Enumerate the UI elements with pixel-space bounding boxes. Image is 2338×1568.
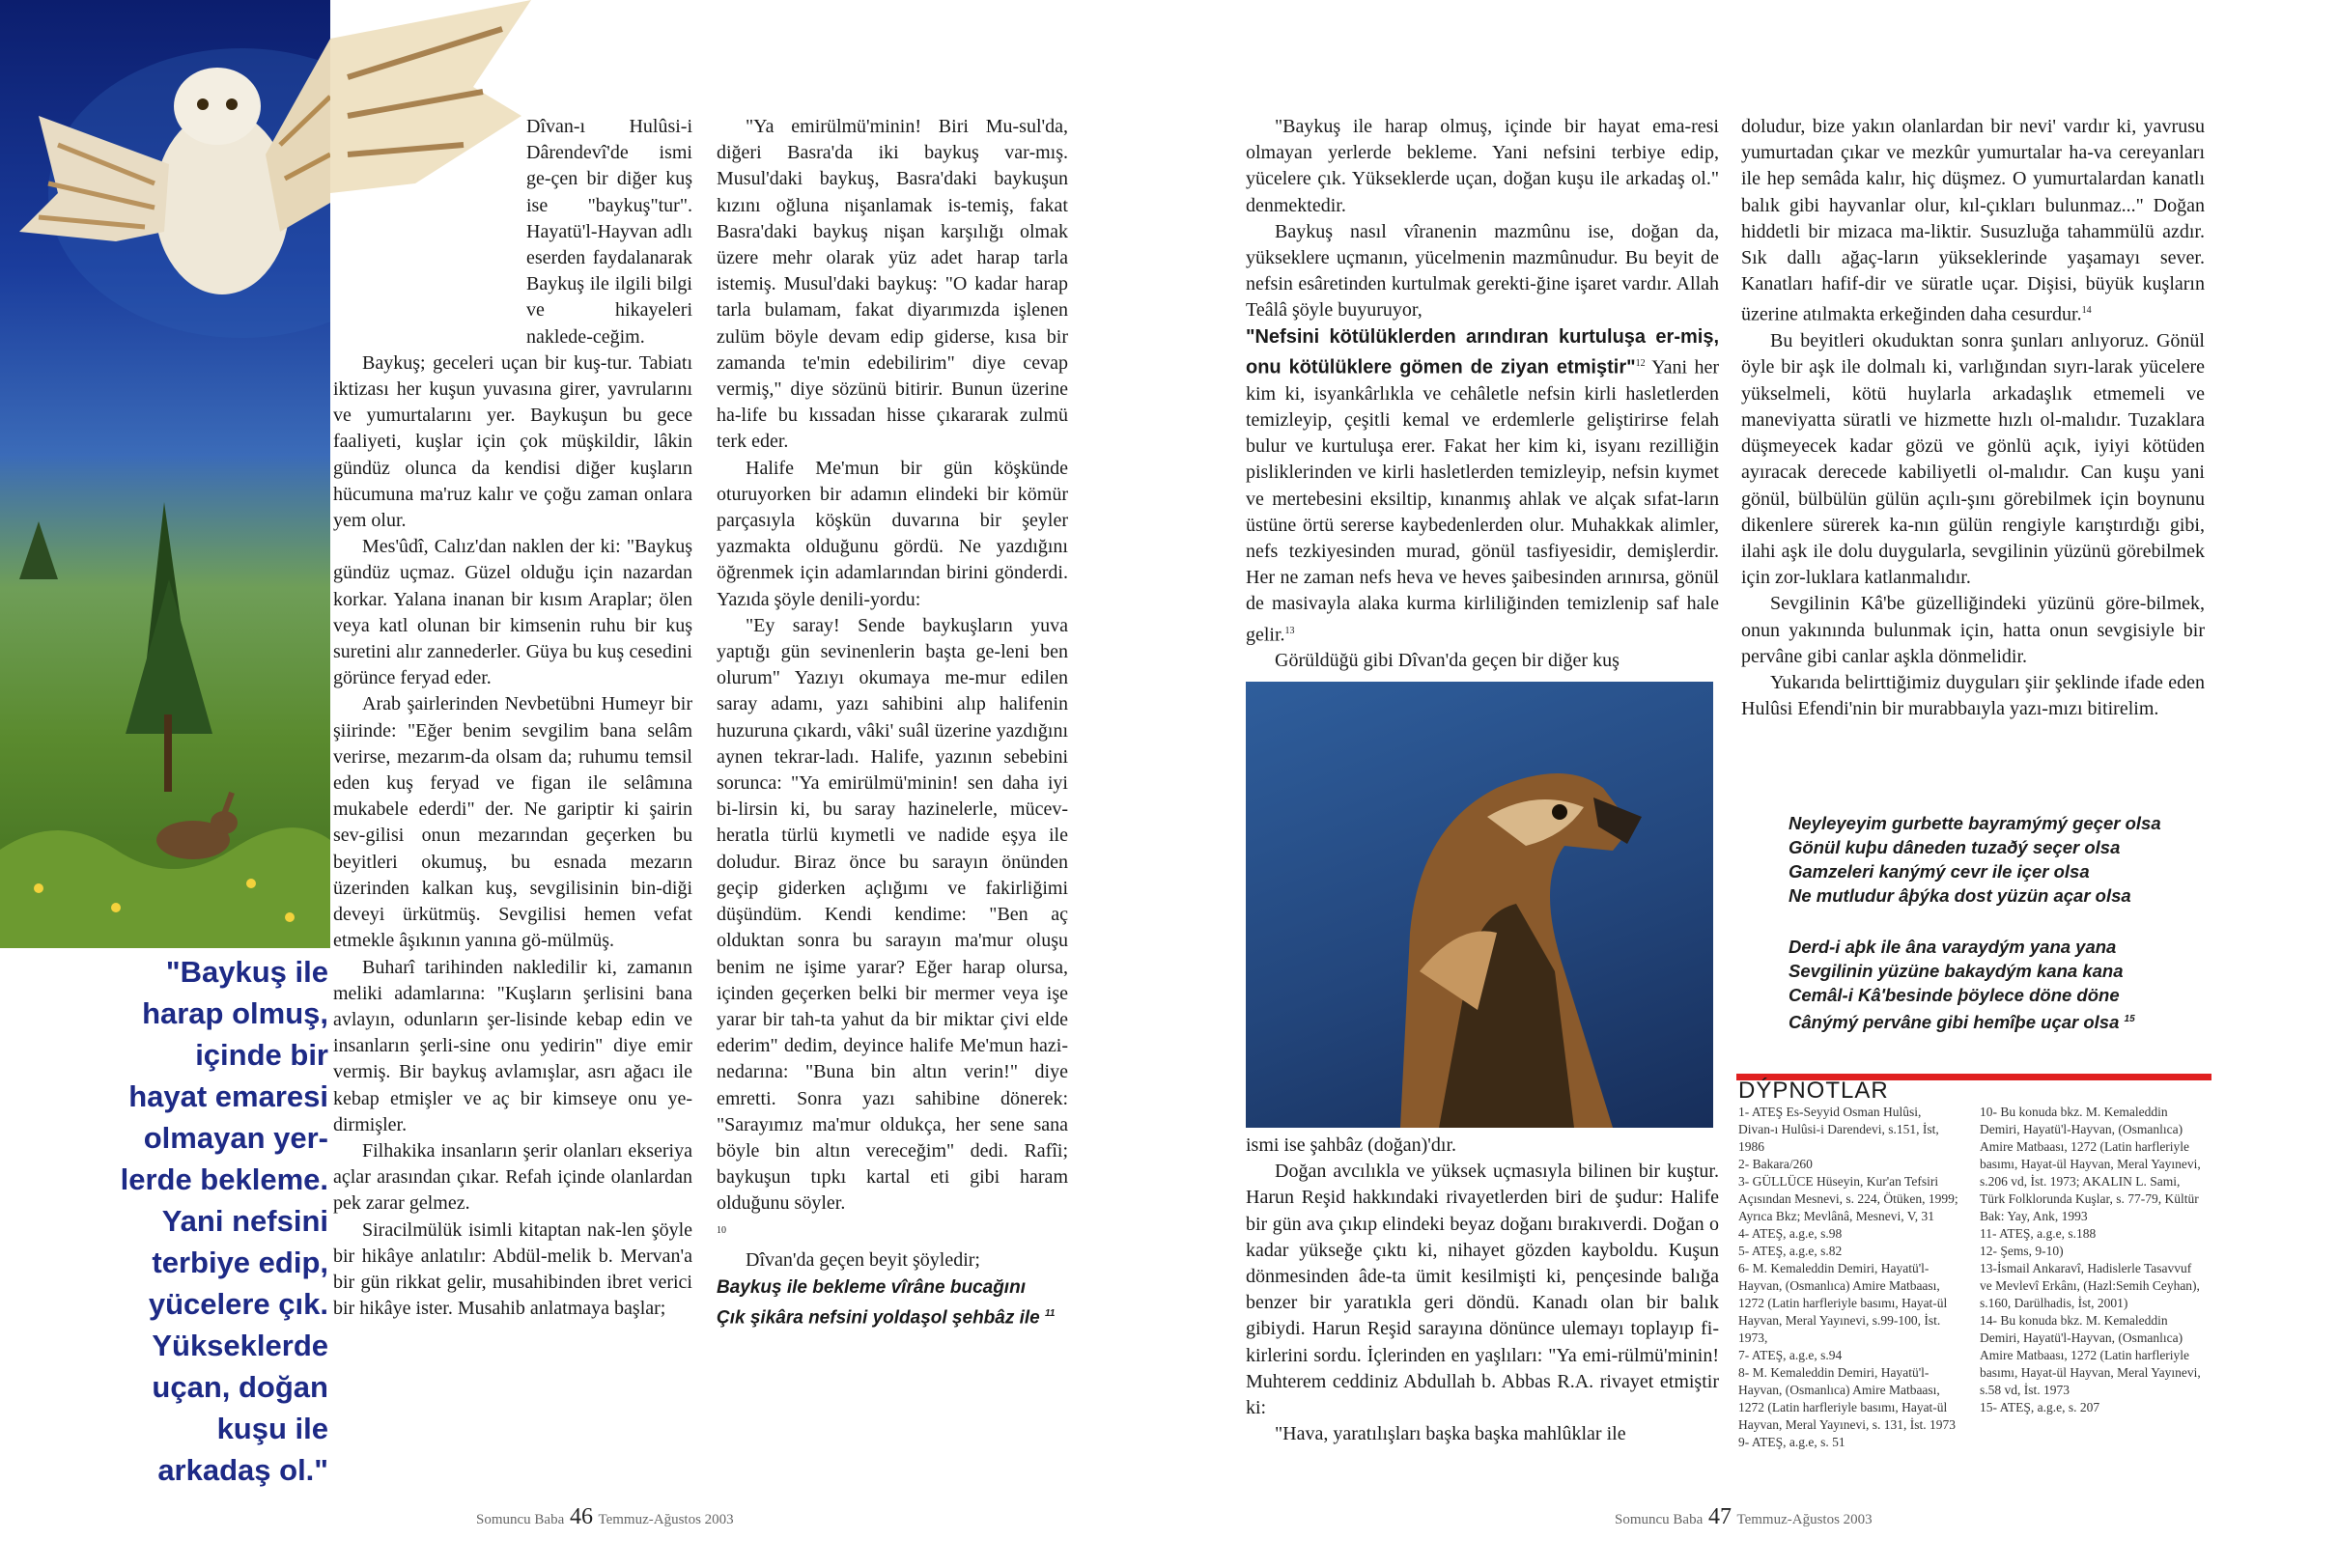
poem-line: Derd-i aþk ile âna varaydým yana yana	[1789, 937, 2117, 957]
page-number: 46	[570, 1504, 593, 1529]
issue-date: Temmuz-Ağustos 2003	[1736, 1512, 1873, 1527]
paragraph: doludur, bize yakın olanlardan bir nevi' vardır ki, yavrusu yumurtadan çıkar ve mezkûr yumurtalar ha-va cereyanları ile hep semâda kalır, hiç düşmez. O yumurtalardan kanatlı balık gibi hayvanlar olur, kıl-çıkları bulunmaz..." Doğan hiddetli bir mizaca ma-liktir. Susuzluğa tahammülü azdır. Sık dallı ağaç-ların yükseklerinde yaşamayı sever. Kanatları hafif-dir ve süratle uçar. Dişisi, büyük kuşların üzerine atılmakta erkeğinden daha cesurdur.$^{14}$	[1741, 116, 2205, 326]
paragraph: Halife Me'mun bir gün köşkünde oturuyorken bir adamın elindeki bir kömür parçasıyla köşkün duvarına bir şeyler yazmakta olduğunu gördü. Ne yazdığını öğrenmek için adamlarından birini gönderdi. Yazıda şöyle denili-yordu:	[717, 457, 1068, 610]
paragraph: "Nefsini kötülüklerden arındıran kurtuluşa er-miş, onu kötülüklere gömen de ziyan etmiştir"$^{12}$ Yani her kim ki, isyankârlıkla ve cehâletle nefsin kirli hasletlerden temizleyip, çeşitli kemal ve erdemlerle geliştirirse felah bulur ve kurtuluşa erer. Fakat her kim ki, isyanı rezilliğin pisliklerinden ve kirli hasletlerden temizleyip, nefsin kıymet ve mertebesini eksiltip, kınanmış ahlak ve alçak sıfat-ların üstüne örtü sererse kaybedenlerden olur. Muhakkak alimler, nefs tezkiyesinden murad, gönül tasfiyesidir, demişlerdir. Her ne zaman nefs heva ve heves şaibesinden arınırsa, gönül de masivayla alaka kurma kirliliğinden temizlenip saf hale gelir.$^{13}$	[1246, 325, 1720, 646]
paragraph: Dîvan-ı Hulûsi-i Dârendevî'de ismi ge-çen bir diğer kuş ise "baykuş"tur". Hayatü'l-Hayvan adlı eserden faydalanarak Baykuş ile ilgili bilgi ve hikayeleri naklede-ceğim.	[526, 116, 692, 348]
footnote: 2- Bakara/260	[1738, 1157, 1813, 1171]
footnote: 1- ATEŞ Es-Seyyid Osman Hulûsi, Divan-ı Hulûsi-i Darendevi, s.151, İst, 1986	[1738, 1105, 1939, 1154]
footnote: 10- Bu konuda bkz. M. Kemaleddin Demiri, Hayatü'l-Hayvan, (Osmanlıca) Amire Matbaası, 1272 (Latin harfleriyle basımı, Hayat-ül Hayvan, Meral Yayınevi, s.206 vd, İst. 1973; AKALIN L. Sami, Türk Folklorunda Kuşlar, s. 77-79, Kültür Bak: Yay, Ank, 1993	[1980, 1105, 2201, 1223]
footnote: 15- ATEŞ, a.g.e, s. 207	[1980, 1400, 2100, 1414]
issue-date: Temmuz-Ağustos 2003	[598, 1512, 734, 1527]
paragraph: Baykuş nasıl vîranenin mazmûnu ise, doğan da, yükseklere uçmanın, yücelmenin mazmûnudur. Bu beyit de nefsin esâretinden kurtulmak gerekti-ğine işaret vardır. Allah Teâlâ şöyle buyuruyor,	[1246, 220, 1719, 322]
magazine-name: Somuncu Baba	[1615, 1512, 1704, 1527]
paragraph: Yukarıda belirttiğimiz duyguları şiir şeklinde ifade eden Hulûsi Efendi'nin bir murabbaıyla yazı-mızı bitirelim.	[1741, 671, 2205, 720]
page-number: 47	[1708, 1504, 1732, 1529]
right-column-2	[1741, 114, 2205, 722]
poem-stanza-2	[1789, 935, 2135, 1034]
paragraph: Bu beyitleri okuduktan sonra şunları anlıyoruz. Gönül öyle bir aşk ile dolmalı ki, varlığından sıyrı-larak yücelere yükselmeli, kötü huylarla arkadaşlık etmemeli ve maneviyatta süratli ve hizmette hızlı ol-malıdır. Tuzaklara düşmeyecek kadar gözü ve gönlü açık, iyiyi kötüden ayıracak derecede kabiliyetli ol-malıdır. Can kuşu yani gönül, bülbülün gülün açılı-şını görebilmek için boynunu dikenlere sürerek ka-nın gülün rengiyle karıştırdığı gibi, ilahi aşk ile dolu duygularla, sevgilinin yüzünü görebilmek için zor-luklara katlanmalıdır.	[1741, 330, 2205, 589]
footnote: 4- ATEŞ, a.g.e, s.98	[1738, 1226, 1843, 1241]
verse-line: Çık şikâra nefsini yoldaşol şehbâz ile $^{11}$	[717, 1307, 1056, 1329]
quran-quote: "Nefsini kötülüklerden arındıran kurtuluşa er-miş, onu kötülüklere gömen de ziyan etmiştir"	[1246, 325, 1719, 378]
right-column-1	[1246, 114, 1719, 675]
footnote: 8- M. Kemaleddin Demiri, Hayatü'l-Hayvan, (Osmanlıca) Amire Matbaası, 1272 (Latin harfleriyle basımı, Hayat-ül Hayvan, Meral Yayınevi, s. 131, İst. 1973	[1738, 1365, 1956, 1432]
paragraph: "Ya emirülmü'minin! Biri Mu-sul'da, diğeri Basra'da iki baykuş var-mış. Musul'daki baykuş, Basra'daki baykuşun kızını oğluna nişanlamak is-temiş, fakat Basra'daki baykuş nişan karşılığı olmak üzere mehr olarak yüz adet harap tarla istemiş. Musul'daki baykuş: "O kadar harap tarla bulamam, fakat diyarımızda işlenen zulüm böyle devam edip giderse, kısa bir zamanda te'min edebilirim" diye cevap vermiş," diye sözünü bitirir. Bunun üzerine ha-life bu kıssadan hisse çıkararak zulmü terk eder.	[717, 116, 1068, 453]
footnote: 14- Bu konuda bkz. M. Kemaleddin Demiri, Hayatü'l-Hayvan, (Osmanlıca) Amire Matbaası, 1272 (Latin harfleriyle basımı, Hayat-ül Hayvan, Meral Yayınevi, s.58 vd, İst. 1973	[1980, 1313, 2201, 1397]
verse-line: Baykuş ile bekleme vîrâne bucağını	[717, 1276, 1026, 1298]
paragraph: "Baykuş ile harap olmuş, içinde bir hayat ema-resi olmayan yerlerde bekleme. Yani nefsini terbiye edip, yücelere çık. Yükseklerde uçan, doğan kuşu ile arkadaş ol." denmektedir.	[1246, 116, 1719, 216]
poem-line: Gamzeleri kanýmý cevr ile içer olsa	[1789, 861, 2090, 882]
paragraph: Sevgilinin Kâ'be güzelliğindeki yüzünü göre-bilmek, onun yakınında bulunmak için, hatta onun sevgisiyle bir pervâne gibi canlar aşkla dönmelidir.	[1741, 593, 2205, 667]
right-column-1-continued	[1246, 1133, 1719, 1447]
footnote: 7- ATEŞ, a.g.e, s.94	[1738, 1348, 1843, 1362]
footnotes-title: DÝPNOTLAR	[1738, 1078, 1889, 1104]
footer-left	[476, 1504, 734, 1530]
footnote-ref: 10	[717, 1224, 726, 1236]
magazine-name: Somuncu Baba	[476, 1512, 565, 1527]
paragraph: Arab şairlerinden Nevbetübni Humeyr bir şiirinde: "Eğer benim sevgilim bana selâm verirse, mezarım-da olsam da; ruhumu temsil eden kuş feryad ve figan ile selâmına mukabele ederdi" der. Ne gariptir ki şairin sev-gilisi onun mezarından geçerken bu beyitleri okumuş, bu esnada mezarın üzerinden kalkan kuş, sevgilisinin bin-diği deveyi ürkütmüş. Sevgilisi hemen vefat etmekle âşıkının yanına gö-mülmüş.	[333, 693, 692, 952]
poem-line: Gönül kuþu dâneden tuzaðý seçer olsa	[1789, 837, 2121, 857]
footnote: 3- GÜLLÜCE Hüseyin, Kur'an Tefsiri Açısından Mesnevi, s. 224, Ötüken, 1999; Ayrıca Bkz; Mevlânâ, Mesnevi, V, 31	[1738, 1174, 1958, 1223]
footnote: 11- ATEŞ, a.g.e, s.188	[1980, 1226, 2097, 1241]
left-column-2	[717, 114, 1068, 1330]
eagle-image	[1246, 682, 1713, 1128]
paragraph: "Hava, yaratılışları başka başka mahlûklar ile	[1275, 1423, 1626, 1445]
footnote: 12- Şems, 9-10)	[1980, 1244, 2064, 1258]
footnote: 13-İsmail Ankaravî, Hadislerle Tasavvuf ve Mevlevî Erkânı, (Hazl:Semih Ceyhan), s.160, Darülhadis, İst, 2001)	[1980, 1261, 2200, 1310]
footer-right	[1615, 1504, 1873, 1530]
paragraph: Görüldüğü gibi Dîvan'da geçen bir diğer kuş	[1275, 650, 1620, 672]
paragraph: Buharî tarihinden nakledilir ki, zamanın meliki adamlarına: "Kuşların şerlisini bana avlayın, odunların şer-lisinde kebap edin ve insanların şerli-sine onu yedirin" diye emir vermiş. Bir baykuş avlamışlar, asrı ağacı ile kebap etmişler ve aç bir kimseye onu ye-dirmişler.	[333, 956, 692, 1135]
footnotes-column-b	[1980, 1104, 2202, 1416]
poem-line: Cemâl-i Kâ'besinde þöylece döne döne	[1789, 985, 2120, 1005]
paragraph: "Ey saray! Sende baykuşların yuva yaptığı gün sevinenlerin başta ge-leni ben olurum" Yazıyı okumaya me-mur edilen saray adamı, yazı sahibini alıp halifenin huzuruna çıkardı, vâki' suâl üzerine yazdığını aynen tekrar-ladı. Halife, yazının sebebini sorunca: "Ya emirülmü'minin! sen daha iyi bi-lirsin ki, bu saray hazinelerle, mücev-heratla türlü kıymetli ve nadide eşya ile doludur. Biraz önce bu sarayın önünden geçip giderken açlığımı ve fakirliğimi düşündüm. Kendi kendime: "Ben aç olduktan sonra bu sarayın ma'mur oluşu benim ne işime yarar? Eğer harap olursa, içinden geçerken belki bir mermer veya işe yarar bir tah-ta yahut da bir miktar çivi elde ederim" dedim, deyince halife Me'mun hazi-nedarına: "Buna bin altın verin!" diye emretti. Sonra yazı sahibine dönerek: "Sarayımız ma'mur oldukça, her sene sana böyle bin altın vereceğim" dedi. Rafîi; baykuşun tıpkı kartal eti gibi haram olduğunu söyler.	[717, 614, 1068, 1215]
paragraph: Doğan avcılıkla ve yüksek uçmasıyla bilinen bir kuştur. Harun Reşid hakkındaki rivayetlerden biri de şudur: Halife bir gün ava çıkıp elindeki beyaz doğanı bırakıverdi. Doğan o kadar yükseğe çıktı ki, nihayet gözden kayboldu. Kuşun dönmesinden âde-ta ümit kesilmişti ki, pençesinde balığa benzer bir yaratıkla geri döndü. Kanadı olan bir balık gibiydi. Harun Reşid sarayına dönünce ulemayı toplayıp fi-kirlerini sordu. İçlerinden en yaşlıları: "Ya emi-rülmü'minin! Muhterem ceddiniz Abdullah b. Abbas R.A. rivayet etmiştir ki:	[1246, 1161, 1719, 1419]
eagle-photo	[1246, 682, 1713, 1128]
footnotes-column-a	[1738, 1104, 1960, 1451]
left-column-1	[333, 114, 692, 1322]
footnote: 6- M. Kemaleddin Demiri, Hayatü'l-Hayvan, (Osmanlıca) Amire Matbaası, 1272 (Latin harfleriyle basımı, Hayat-ül Hayvan, Meral Yayınevi, s.99-100, İst. 1973,	[1738, 1261, 1948, 1345]
paragraph: Filhakika insanların şerir olanları ekseriya açlar arasından çıkar. Refah içinde olanlardan pek zarar gelmez.	[333, 1139, 692, 1215]
paragraph: Siracilmülük isimli kitaptan nak-len şöyle bir hikâye anlatılır: Abdül-melik b. Mervan'a bir gün rikkat gelir, musahibinden ibret verici bir hikâye ister. Musahib anlatmaya başlar;	[333, 1218, 692, 1320]
paragraph: Dîvan'da geçen beyit şöyledir;	[746, 1249, 980, 1272]
poem-line: Cânýmý pervâne gibi hemîþe uçar olsa $^{15}$	[1789, 1012, 2135, 1033]
paragraph: Mes'ûdî, Calız'dan naklen der ki: "Baykuş gündüz uçmaz. Güzel olduğu için nazardan korkar. Yalana inanan bir kısım Araplar; ölen veya katl olunan bir kimsenin ruhu bir kuş suretini alır zannederler. Güya bu kuş cesedini görünce feryad eder.	[333, 536, 692, 689]
pull-quote: "Baykuş ile harap olmuş, içinde bir hayat emaresi olmayan yer- lerde bekleme. Yani nefsini terbiye edip, yücelere çık. Yükseklerde uçan, doğan kuşu ile arkadaş ol."	[120, 955, 328, 1487]
poem-line: Ne mutludur âþýka dost yüzün açar olsa	[1789, 885, 2131, 906]
footnote: 9- ATEŞ, a.g.e, s. 51	[1738, 1435, 1845, 1449]
poem-line: Sevgilinin yüzüne bakaydým kana kana	[1789, 961, 2124, 981]
poem-stanza-1	[1789, 811, 2161, 908]
poem-line: Neyleyeyim gurbette bayramýmý geçer olsa	[1789, 813, 2161, 833]
paragraph: Baykuş; geceleri uçan bir kuş-tur. Tabiatı iktizası her kuşun yuvasına girer, yavrularını ve yumurtalarını yer. Baykuşun bu gece faaliyeti, kuşlar için çok müşkildir, lâkin gündüz olunca da kendisi diğer kuşların hücumuna ma'ruz kalır ve çoğu zaman onlara yem olur.	[333, 351, 692, 532]
footnote: 5- ATEŞ, a.g.e, s.82	[1738, 1244, 1843, 1258]
paragraph: ismi ise şahbâz (doğan)'dır.	[1246, 1134, 1456, 1156]
